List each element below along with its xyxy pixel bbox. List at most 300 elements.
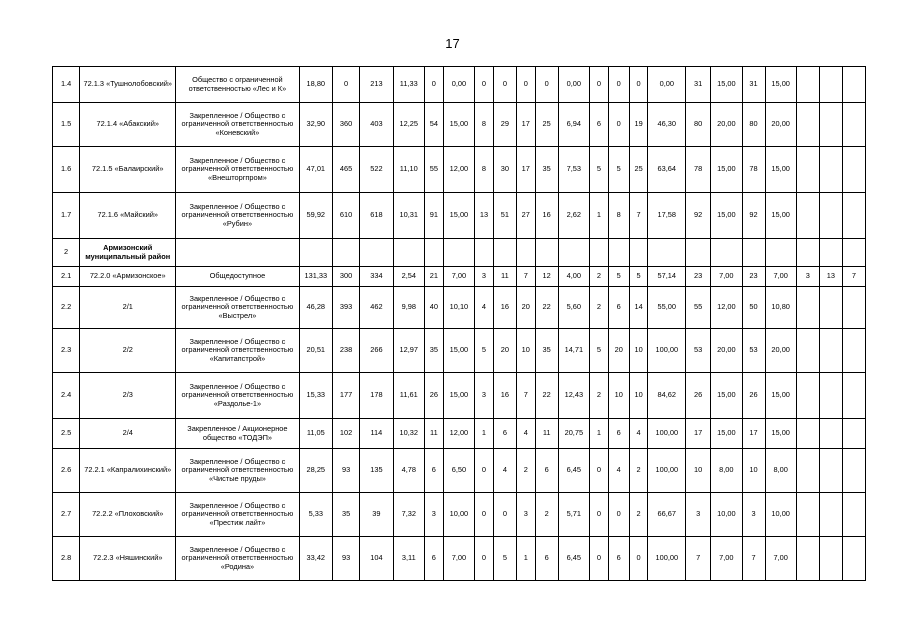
table-cell: 2.1 <box>53 267 80 287</box>
table-cell: 300 <box>333 267 360 287</box>
table-cell: 2 <box>590 287 609 329</box>
table-cell: 29 <box>493 103 516 147</box>
table-cell: 15,00 <box>765 147 796 193</box>
table-cell: 11 <box>424 419 443 449</box>
table-cell: 10 <box>629 329 648 373</box>
table-cell: 12,00 <box>443 419 474 449</box>
table-cell <box>819 239 842 267</box>
table-cell: 2 <box>590 373 609 419</box>
table-cell: 55 <box>686 287 711 329</box>
table-cell: 92 <box>686 193 711 239</box>
table-cell: 12,97 <box>393 329 424 373</box>
table-cell: 33,42 <box>299 537 332 581</box>
table-cell: 0,00 <box>558 67 589 103</box>
table-cell: 177 <box>333 373 360 419</box>
table-cell: 32,90 <box>299 103 332 147</box>
table-cell: 6 <box>608 287 629 329</box>
table-cell: 522 <box>360 147 393 193</box>
table-cell: 84,62 <box>648 373 686 419</box>
table-cell: 72.2.3 «Няшинский» <box>80 537 176 581</box>
table-cell: 0,00 <box>443 67 474 103</box>
table-cell: 4 <box>493 449 516 493</box>
table-cell: 14 <box>629 287 648 329</box>
table-cell: 7,53 <box>558 147 589 193</box>
table-cell: 0 <box>475 493 494 537</box>
table-cell: 93 <box>333 537 360 581</box>
table-cell <box>493 239 516 267</box>
table-cell: 0 <box>493 493 516 537</box>
table-cell: 7,00 <box>443 537 474 581</box>
table-cell: 12,00 <box>711 287 742 329</box>
table-cell: 23 <box>742 267 765 287</box>
table-cell <box>842 67 865 103</box>
table-cell: 5 <box>493 537 516 581</box>
table-cell: 51 <box>493 193 516 239</box>
table-cell <box>842 449 865 493</box>
table-cell: 4,78 <box>393 449 424 493</box>
table-row <box>53 267 866 287</box>
table-cell: 6,94 <box>558 103 589 147</box>
table-cell: 6 <box>535 449 558 493</box>
table-cell: 26 <box>742 373 765 419</box>
table-cell <box>648 239 686 267</box>
table-cell: 80 <box>742 103 765 147</box>
table-cell: 7,00 <box>765 537 796 581</box>
table-row <box>53 147 866 193</box>
table-cell <box>842 193 865 239</box>
table-cell: 11,05 <box>299 419 332 449</box>
table-cell: 16 <box>493 373 516 419</box>
page-number: 17 <box>445 36 460 51</box>
table-cell: 403 <box>360 103 393 147</box>
table-cell: 5,71 <box>558 493 589 537</box>
table-cell: 2/2 <box>80 329 176 373</box>
table-cell <box>819 67 842 103</box>
table-cell: 15,00 <box>711 373 742 419</box>
table-cell: 21 <box>424 267 443 287</box>
table-cell: 12,00 <box>443 147 474 193</box>
table-cell: 178 <box>360 373 393 419</box>
table-cell: 3 <box>424 493 443 537</box>
table-cell: 17 <box>516 147 535 193</box>
table-cell: Закрепленное / Общество с ограниченной ответственностью «Выстрел» <box>176 287 299 329</box>
table-cell: 266 <box>360 329 393 373</box>
table-cell: 17 <box>742 419 765 449</box>
table-cell: 15,00 <box>711 67 742 103</box>
table-cell: 28,25 <box>299 449 332 493</box>
table-cell: 20,75 <box>558 419 589 449</box>
table-cell <box>711 239 742 267</box>
table-cell <box>819 103 842 147</box>
table-cell: 31 <box>742 67 765 103</box>
table-cell: 1 <box>590 419 609 449</box>
table-cell <box>796 287 819 329</box>
table-cell <box>686 239 711 267</box>
table-cell: 0,00 <box>648 67 686 103</box>
table-cell: 16 <box>535 193 558 239</box>
table-cell: Закрепленное / Общество с ограниченной ответственностью «Престиж лайт» <box>176 493 299 537</box>
table-cell: 7 <box>516 267 535 287</box>
table-cell: 15,00 <box>711 147 742 193</box>
table-cell: 610 <box>333 193 360 239</box>
table-cell: 53 <box>686 329 711 373</box>
table-cell: 63,64 <box>648 147 686 193</box>
table-cell: 0 <box>590 67 609 103</box>
table-cell: 26 <box>686 373 711 419</box>
table-cell: 100,00 <box>648 537 686 581</box>
table-cell: 2.3 <box>53 329 80 373</box>
table-cell: 0 <box>608 493 629 537</box>
table-cell <box>765 239 796 267</box>
table-cell: 14,71 <box>558 329 589 373</box>
table-cell: 53 <box>742 329 765 373</box>
table-cell: 39 <box>360 493 393 537</box>
table-cell: 4,00 <box>558 267 589 287</box>
table-cell: 0 <box>516 67 535 103</box>
table-cell: 18,80 <box>299 67 332 103</box>
table-cell <box>590 239 609 267</box>
table-cell: 0 <box>608 103 629 147</box>
table-cell <box>819 373 842 419</box>
table-cell: 2 <box>629 493 648 537</box>
table-cell: 72.1.6 «Майский» <box>80 193 176 239</box>
table-cell <box>393 239 424 267</box>
table-cell: 47,01 <box>299 147 332 193</box>
table-cell <box>819 419 842 449</box>
table-cell: 10,32 <box>393 419 424 449</box>
table-cell: 20,00 <box>711 329 742 373</box>
table-cell: 15,00 <box>765 193 796 239</box>
table-cell: 6,45 <box>558 537 589 581</box>
table-cell: 5 <box>629 267 648 287</box>
table-cell: 135 <box>360 449 393 493</box>
table-cell <box>796 147 819 193</box>
table-cell: 20 <box>493 329 516 373</box>
table-cell: Закрепленное / Общество с ограниченной ответственностью «Коневский» <box>176 103 299 147</box>
table-cell <box>819 537 842 581</box>
table-cell: 10 <box>516 329 535 373</box>
table-cell <box>819 147 842 193</box>
table-cell: 0 <box>424 67 443 103</box>
table-cell: 100,00 <box>648 449 686 493</box>
table-cell: Закрепленное / Акционерное общество «ТОДЭП» <box>176 419 299 449</box>
table-cell: 3 <box>475 267 494 287</box>
table-cell: 334 <box>360 267 393 287</box>
table-cell: 0 <box>590 537 609 581</box>
table-cell: 78 <box>742 147 765 193</box>
table-cell: 393 <box>333 287 360 329</box>
table-cell: 2.5 <box>53 419 80 449</box>
table-cell: 7,00 <box>711 537 742 581</box>
table-cell: 0 <box>475 449 494 493</box>
table-cell: 1.6 <box>53 147 80 193</box>
table-cell: 5,33 <box>299 493 332 537</box>
table-cell: 0 <box>629 67 648 103</box>
table-cell: 20 <box>608 329 629 373</box>
table-cell: 15,00 <box>443 103 474 147</box>
table-cell: 2 <box>629 449 648 493</box>
table-cell <box>819 329 842 373</box>
table-cell: 15,00 <box>765 419 796 449</box>
table-cell: 7,32 <box>393 493 424 537</box>
table-cell: 104 <box>360 537 393 581</box>
table-cell: 1 <box>590 193 609 239</box>
table-cell: 10,31 <box>393 193 424 239</box>
table-cell: 100,00 <box>648 419 686 449</box>
table-cell: 10 <box>686 449 711 493</box>
table-cell: Закрепленное / Общество с ограниченной ответственностью «Внешторгпром» <box>176 147 299 193</box>
table-cell: 8 <box>475 103 494 147</box>
table-cell: 5 <box>608 267 629 287</box>
table-cell: 3 <box>796 267 819 287</box>
table-cell: 35 <box>333 493 360 537</box>
table-cell: 20 <box>516 287 535 329</box>
table-cell <box>796 239 819 267</box>
table-cell: 2 <box>535 493 558 537</box>
table-cell <box>796 193 819 239</box>
table-cell: 1.4 <box>53 67 80 103</box>
table-cell: 11,61 <box>393 373 424 419</box>
table-cell: 6 <box>608 419 629 449</box>
table-cell: 2.7 <box>53 493 80 537</box>
table-cell <box>424 239 443 267</box>
table-cell: 15,33 <box>299 373 332 419</box>
table-cell: 55 <box>424 147 443 193</box>
table-cell: 114 <box>360 419 393 449</box>
table-cell: 11,33 <box>393 67 424 103</box>
table-cell: 2 <box>590 267 609 287</box>
table-cell: 7 <box>686 537 711 581</box>
table-cell: 12,43 <box>558 373 589 419</box>
table-cell: 8 <box>475 147 494 193</box>
table-cell: 8 <box>608 193 629 239</box>
table-cell <box>608 239 629 267</box>
table-row <box>53 239 866 267</box>
table-cell: 2.2 <box>53 287 80 329</box>
table-cell: 2/1 <box>80 287 176 329</box>
table-cell <box>842 493 865 537</box>
table-row <box>53 373 866 419</box>
table-cell: 0 <box>590 449 609 493</box>
table-cell: 3 <box>475 373 494 419</box>
table-cell: Армизонский муниципальный район <box>80 239 176 267</box>
table-cell: 11 <box>493 267 516 287</box>
table-cell: 6,45 <box>558 449 589 493</box>
table-cell <box>819 193 842 239</box>
table-cell <box>842 373 865 419</box>
table-cell <box>176 239 299 267</box>
table-cell: 2/3 <box>80 373 176 419</box>
table-cell: 6 <box>590 103 609 147</box>
table-cell: 55,00 <box>648 287 686 329</box>
table-cell <box>796 373 819 419</box>
table-cell: 72.2.1 «Капралихинский» <box>80 449 176 493</box>
table-cell: Закрепленное / Общество с ограниченной ответственностью «Раздолье-1» <box>176 373 299 419</box>
table-row <box>53 103 866 147</box>
table-cell: 6 <box>493 419 516 449</box>
table-cell: 17 <box>686 419 711 449</box>
table-cell: 238 <box>333 329 360 373</box>
table-cell: 462 <box>360 287 393 329</box>
table-cell: 1 <box>516 537 535 581</box>
table-cell: 20,51 <box>299 329 332 373</box>
table-cell: 10,00 <box>443 493 474 537</box>
table-cell: 10,80 <box>765 287 796 329</box>
data-table <box>52 66 866 581</box>
table-cell: 6,50 <box>443 449 474 493</box>
table-cell: 465 <box>333 147 360 193</box>
table-cell: 0 <box>608 67 629 103</box>
table-cell: 0 <box>333 67 360 103</box>
table-cell: 4 <box>629 419 648 449</box>
table-cell <box>475 239 494 267</box>
table-cell: 11,10 <box>393 147 424 193</box>
table-cell <box>842 537 865 581</box>
table-cell: 0 <box>590 493 609 537</box>
table-cell: 93 <box>333 449 360 493</box>
table-cell <box>360 239 393 267</box>
table-cell <box>796 493 819 537</box>
table-cell: 3 <box>686 493 711 537</box>
table-cell: 6 <box>424 449 443 493</box>
table-cell: 3 <box>742 493 765 537</box>
table-cell: 80 <box>686 103 711 147</box>
table-cell: 72.2.2 «Плоховский» <box>80 493 176 537</box>
table-cell: 78 <box>686 147 711 193</box>
table-cell: 213 <box>360 67 393 103</box>
table-cell <box>443 239 474 267</box>
table-cell: 5 <box>590 329 609 373</box>
table-cell <box>796 419 819 449</box>
table-cell: 9,98 <box>393 287 424 329</box>
table-cell <box>842 147 865 193</box>
table-cell: 2,62 <box>558 193 589 239</box>
table-cell: 7 <box>629 193 648 239</box>
table-cell <box>842 419 865 449</box>
table-cell: 72.1.4 «Абакский» <box>80 103 176 147</box>
table-cell <box>796 537 819 581</box>
table-cell: 7,00 <box>765 267 796 287</box>
table-cell: 91 <box>424 193 443 239</box>
table-cell <box>842 239 865 267</box>
table-cell <box>796 103 819 147</box>
table-cell: 102 <box>333 419 360 449</box>
table-cell: 10,00 <box>711 493 742 537</box>
table-cell: 0 <box>535 67 558 103</box>
table-cell: 7,00 <box>711 267 742 287</box>
table-cell: 25 <box>629 147 648 193</box>
table-cell: 6 <box>608 537 629 581</box>
table-cell: 3,11 <box>393 537 424 581</box>
table-cell <box>819 287 842 329</box>
table-cell: 13 <box>475 193 494 239</box>
table-cell: 22 <box>535 287 558 329</box>
table-cell <box>333 239 360 267</box>
table-cell: 35 <box>535 329 558 373</box>
table-cell: 35 <box>535 147 558 193</box>
table-cell: 46,30 <box>648 103 686 147</box>
table-cell: 13 <box>819 267 842 287</box>
table-cell: 15,00 <box>765 67 796 103</box>
table-cell: 2 <box>53 239 80 267</box>
table-cell: 2.6 <box>53 449 80 493</box>
table-cell: 92 <box>742 193 765 239</box>
table-cell: 12,25 <box>393 103 424 147</box>
table-cell: 17,58 <box>648 193 686 239</box>
table-cell: Закрепленное / Общество с ограниченной ответственностью «Родина» <box>176 537 299 581</box>
table-cell: Закрепленное / Общество с ограниченной ответственностью «Чистые пруды» <box>176 449 299 493</box>
table-cell: 22 <box>535 373 558 419</box>
table-cell: 7 <box>842 267 865 287</box>
table-cell: 1.7 <box>53 193 80 239</box>
table-cell: 8,00 <box>765 449 796 493</box>
table-cell: 57,14 <box>648 267 686 287</box>
table-cell: Общество с ограниченной ответственностью «Лес и К» <box>176 67 299 103</box>
table-cell: 5 <box>590 147 609 193</box>
table-cell: 0 <box>475 537 494 581</box>
table-cell: Закрепленное / Общество с ограниченной ответственностью «Рубин» <box>176 193 299 239</box>
table-row <box>53 67 866 103</box>
table-cell: 23 <box>686 267 711 287</box>
table-cell: 360 <box>333 103 360 147</box>
table-cell: 8,00 <box>711 449 742 493</box>
table-cell: 2/4 <box>80 419 176 449</box>
table-cell: 30 <box>493 147 516 193</box>
table-cell: 66,67 <box>648 493 686 537</box>
table-row <box>53 329 866 373</box>
table-row <box>53 419 866 449</box>
table-cell <box>819 449 842 493</box>
table-cell: 15,00 <box>443 373 474 419</box>
table-cell: 50 <box>742 287 765 329</box>
table-cell: 20,00 <box>711 103 742 147</box>
table-cell: 26 <box>424 373 443 419</box>
table-cell: 7,00 <box>443 267 474 287</box>
table-cell: 40 <box>424 287 443 329</box>
table-cell: 17 <box>516 103 535 147</box>
table-cell: 10 <box>629 373 648 419</box>
table-cell: Общедоступное <box>176 267 299 287</box>
table-cell: 10,00 <box>765 493 796 537</box>
table-cell: 59,92 <box>299 193 332 239</box>
table-cell <box>629 239 648 267</box>
table-cell: 15,00 <box>443 193 474 239</box>
table-cell: 1 <box>475 419 494 449</box>
table-cell: 16 <box>493 287 516 329</box>
table-cell <box>742 239 765 267</box>
table-cell: 15,00 <box>711 193 742 239</box>
table-cell <box>516 239 535 267</box>
table-cell: 3 <box>516 493 535 537</box>
table-cell: 2.4 <box>53 373 80 419</box>
table-cell <box>558 239 589 267</box>
table-cell: 5 <box>475 329 494 373</box>
table-cell <box>842 287 865 329</box>
table-cell <box>842 329 865 373</box>
table-cell: 35 <box>424 329 443 373</box>
table-cell: 46,28 <box>299 287 332 329</box>
table-cell: 27 <box>516 193 535 239</box>
table-cell: 31 <box>686 67 711 103</box>
table-cell: 4 <box>516 419 535 449</box>
table-cell: 4 <box>475 287 494 329</box>
table-cell: 2.8 <box>53 537 80 581</box>
table-cell: 2 <box>516 449 535 493</box>
table-cell <box>796 449 819 493</box>
table-cell: 131,33 <box>299 267 332 287</box>
table-cell: 15,00 <box>711 419 742 449</box>
table-cell: 2,54 <box>393 267 424 287</box>
